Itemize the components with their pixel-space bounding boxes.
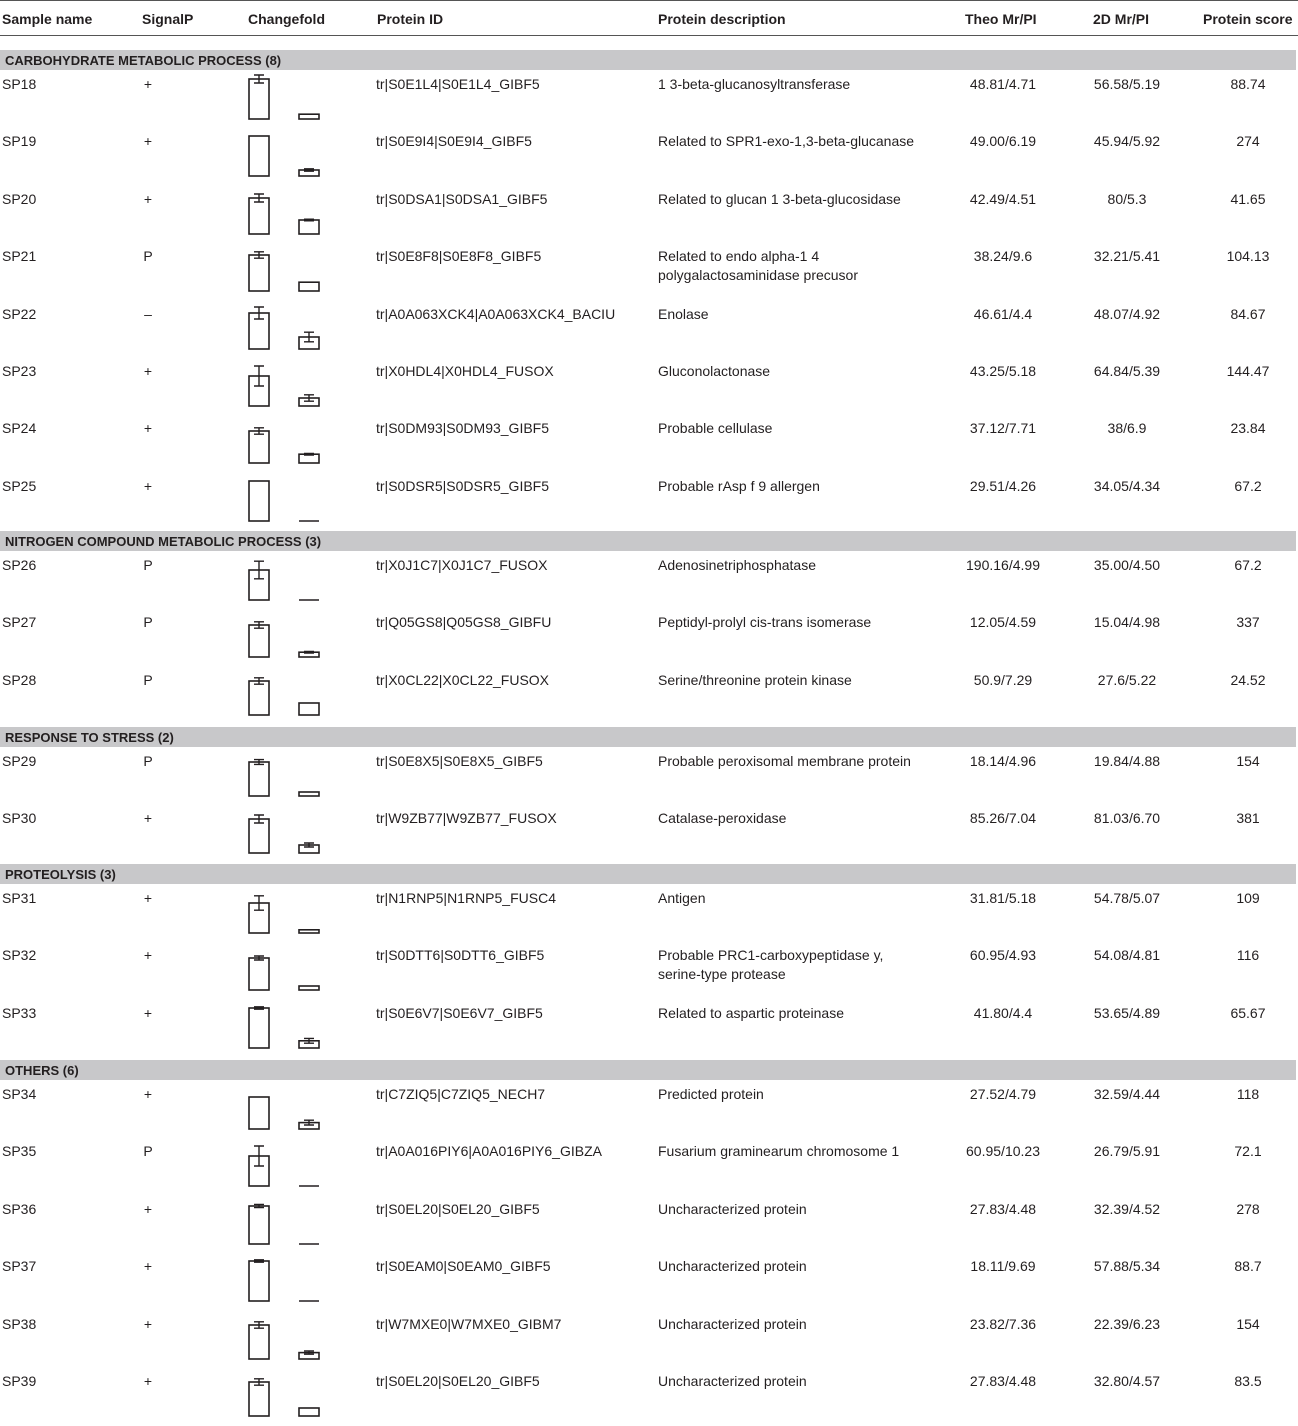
signalp-cell: + bbox=[143, 190, 153, 207]
section-header bbox=[0, 1060, 1296, 1080]
protein-score-cell: 154 bbox=[1236, 753, 1260, 769]
table-row bbox=[0, 1139, 1298, 1196]
changefold-chart bbox=[238, 1082, 348, 1138]
treatment-bar bbox=[299, 986, 319, 990]
col-protein-score: Protein score bbox=[1203, 11, 1293, 27]
twod-mr-pi-cell: 38/6.9 bbox=[1107, 420, 1147, 437]
protein-score-cell: 23.84 bbox=[1230, 420, 1266, 437]
protein-score-cell: 84.67 bbox=[1230, 305, 1266, 322]
protein-description-cell: Antigen bbox=[658, 890, 706, 906]
changefold-chart bbox=[238, 886, 348, 942]
protein-id-cell: tr|S0EL20|S0EL20_GIBF5 bbox=[376, 1200, 540, 1217]
twod-mr-pi-cell: 19.84/4.88 bbox=[1093, 753, 1161, 769]
twod-mr-pi-cell: 32.59/4.44 bbox=[1093, 1086, 1161, 1102]
protein-id-cell: tr|S0E1L4|S0E1L4_GIBF5 bbox=[376, 76, 540, 92]
treatment-bar bbox=[299, 220, 319, 234]
protein-description-cell: Enolase bbox=[658, 305, 709, 322]
protein-score-cell: 144.47 bbox=[1226, 363, 1270, 379]
signalp-cell: + bbox=[143, 477, 153, 494]
control-bar bbox=[249, 681, 269, 715]
table-row bbox=[0, 886, 1298, 943]
protein-description-cell: Probable rAsp f 9 allergen bbox=[658, 477, 820, 494]
col-changefold: Changefold bbox=[248, 11, 325, 27]
twod-mr-pi-cell: 34.05/4.34 bbox=[1093, 477, 1161, 494]
protein-score-cell: 65.67 bbox=[1230, 1004, 1266, 1021]
sample-name-cell: SP34 bbox=[2, 1086, 37, 1102]
theo-mr-pi-cell: 42.49/4.51 bbox=[969, 190, 1037, 207]
theo-mr-pi-cell: 50.9/7.29 bbox=[973, 671, 1033, 688]
protein-description-cell: Uncharacterized protein bbox=[658, 1373, 807, 1389]
protein-description-cell: Fusarium graminearum chromosome 1 bbox=[658, 1143, 900, 1160]
table-row bbox=[0, 1369, 1298, 1426]
table-row bbox=[0, 129, 1298, 186]
theo-mr-pi-cell: 49.00/6.19 bbox=[969, 133, 1037, 150]
signalp-cell: + bbox=[143, 420, 153, 437]
changefold-chart bbox=[238, 1139, 348, 1195]
section-header bbox=[0, 864, 1296, 884]
section-title: PROTEOLYSIS (3) bbox=[5, 867, 116, 882]
protein-description-cell: Related to aspartic proteinase bbox=[658, 1004, 844, 1021]
protein-description-cell: Peptidyl-prolyl cis-trans isomerase bbox=[658, 614, 872, 631]
protein-description-cell: Probable peroxisomal membrane protein bbox=[658, 753, 911, 769]
control-bar bbox=[249, 1325, 269, 1359]
protein-score-cell: 41.65 bbox=[1230, 190, 1266, 207]
signalp-cell: + bbox=[143, 1258, 153, 1275]
protein-id-cell: tr|S0DSR5|S0DSR5_GIBF5 bbox=[376, 477, 550, 494]
protein-description-cell: Related to glucan 1 3-beta-glucosidase bbox=[658, 190, 901, 207]
protein-score-cell: 278 bbox=[1236, 1200, 1260, 1217]
signalp-cell: + bbox=[143, 810, 153, 827]
protein-description-cell: Gluconolactonase bbox=[658, 363, 771, 379]
signalp-cell: P bbox=[143, 753, 153, 769]
theo-mr-pi-cell: 48.81/4.71 bbox=[969, 76, 1037, 92]
theo-mr-pi-cell: 27.83/4.48 bbox=[969, 1373, 1037, 1389]
theo-mr-pi-cell: 60.95/10.23 bbox=[966, 1143, 1040, 1160]
table-row bbox=[0, 806, 1298, 863]
control-bar bbox=[249, 481, 269, 521]
protein-description-cell: Related to SPR1-exo-1,3-beta-glucanase bbox=[658, 133, 915, 150]
sample-name-cell: SP35 bbox=[2, 1143, 37, 1160]
protein-score-cell: 67.2 bbox=[1234, 557, 1262, 573]
protein-score-cell: 88.7 bbox=[1234, 1258, 1262, 1275]
table-row bbox=[0, 1082, 1298, 1139]
changefold-chart bbox=[238, 1254, 348, 1310]
protein-score-cell: 274 bbox=[1236, 133, 1260, 150]
table-row bbox=[0, 553, 1298, 610]
twod-mr-pi-cell: 80/5.3 bbox=[1107, 190, 1147, 207]
table-row bbox=[0, 359, 1298, 416]
theo-mr-pi-cell: 29.51/4.26 bbox=[969, 477, 1037, 494]
changefold-chart bbox=[238, 610, 348, 666]
protein-id-cell: tr|S0DTT6|S0DTT6_GIBF5 bbox=[376, 947, 545, 964]
protein-score-cell: 381 bbox=[1236, 810, 1260, 827]
changefold-chart bbox=[238, 244, 348, 300]
sample-name-cell: SP29 bbox=[2, 753, 37, 769]
twod-mr-pi-cell: 64.84/5.39 bbox=[1093, 363, 1161, 379]
signalp-cell: + bbox=[143, 1200, 153, 1217]
twod-mr-pi-cell: 54.08/4.81 bbox=[1093, 947, 1161, 964]
sample-name-cell: SP33 bbox=[2, 1004, 37, 1021]
control-bar bbox=[249, 958, 269, 990]
protein-score-cell: 337 bbox=[1236, 614, 1260, 631]
changefold-chart bbox=[238, 359, 348, 415]
theo-mr-pi-cell: 37.12/7.71 bbox=[969, 420, 1037, 437]
protein-id-cell: tr|S0EL20|S0EL20_GIBF5 bbox=[376, 1373, 540, 1389]
table-row bbox=[0, 72, 1298, 129]
protein-score-cell: 154 bbox=[1236, 1315, 1260, 1332]
sample-name-cell: SP38 bbox=[2, 1315, 37, 1332]
sample-name-cell: SP39 bbox=[2, 1373, 37, 1389]
signalp-cell: P bbox=[143, 614, 153, 631]
protein-description-cell: Probable cellulase bbox=[658, 420, 773, 437]
protein-score-cell: 72.1 bbox=[1234, 1143, 1262, 1160]
control-bar bbox=[249, 136, 269, 176]
treatment-bar bbox=[299, 792, 319, 796]
control-bar bbox=[249, 79, 269, 119]
changefold-chart bbox=[238, 668, 348, 724]
protein-id-cell: tr|W9ZB77|W9ZB77_FUSOX bbox=[376, 810, 557, 827]
col-sample-name: Sample name bbox=[2, 11, 93, 27]
theo-mr-pi-cell: 85.26/7.04 bbox=[969, 810, 1037, 827]
sample-name-cell: SP31 bbox=[2, 890, 37, 906]
changefold-chart bbox=[238, 749, 348, 805]
control-bar bbox=[249, 1206, 269, 1244]
changefold-chart bbox=[238, 943, 348, 999]
section-header bbox=[0, 727, 1296, 747]
protein-description-cell: Catalase-peroxidase bbox=[658, 810, 787, 827]
table-row bbox=[0, 416, 1298, 473]
sample-name-cell: SP36 bbox=[2, 1200, 37, 1217]
sample-name-cell: SP37 bbox=[2, 1258, 37, 1275]
protein-id-cell: tr|X0HDL4|X0HDL4_FUSOX bbox=[376, 363, 554, 379]
protein-id-cell: tr|X0CL22|X0CL22_FUSOX bbox=[376, 671, 550, 688]
section-title: RESPONSE TO STRESS (2) bbox=[5, 730, 174, 745]
protein-description-cell: Adenosinetriphosphatase bbox=[658, 557, 817, 573]
protein-id-cell: tr|S0DM93|S0DM93_GIBF5 bbox=[376, 420, 550, 437]
sample-name-cell: SP27 bbox=[2, 614, 37, 631]
signalp-cell: + bbox=[143, 76, 153, 92]
changefold-chart bbox=[238, 72, 348, 128]
sample-name-cell: SP23 bbox=[2, 363, 37, 379]
twod-mr-pi-cell: 26.79/5.91 bbox=[1093, 1143, 1161, 1160]
changefold-chart bbox=[238, 302, 348, 358]
protein-description-cell: Related to endo alpha-1 4 polygalactosaminidase precusor bbox=[658, 248, 858, 284]
protein-score-cell: 109 bbox=[1236, 890, 1260, 906]
protein-score-cell: 116 bbox=[1236, 947, 1260, 964]
signalp-cell: + bbox=[143, 1086, 153, 1102]
col-2d-mr-pi: 2D Mr/PI bbox=[1093, 11, 1150, 27]
changefold-chart bbox=[238, 474, 348, 530]
treatment-bar bbox=[299, 282, 319, 291]
section-title: NITROGEN COMPOUND METABOLIC PROCESS (3) bbox=[5, 534, 322, 549]
signalp-cell: + bbox=[143, 890, 153, 906]
changefold-chart bbox=[238, 1312, 348, 1368]
protein-id-cell: tr|Q05GS8|Q05GS8_GIBFU bbox=[376, 614, 552, 631]
changefold-chart bbox=[238, 1001, 348, 1057]
protein-score-cell: 67.2 bbox=[1234, 477, 1262, 494]
treatment-bar bbox=[299, 114, 319, 119]
table-row bbox=[0, 302, 1298, 359]
theo-mr-pi-cell: 27.52/4.79 bbox=[969, 1086, 1037, 1102]
control-bar bbox=[249, 255, 269, 291]
control-bar bbox=[249, 1097, 269, 1129]
table-row bbox=[0, 749, 1298, 806]
col-protein-description: Protein description bbox=[658, 11, 786, 27]
section-header bbox=[0, 50, 1296, 70]
sample-name-cell: SP32 bbox=[2, 947, 37, 964]
section-title: OTHERS (6) bbox=[5, 1063, 79, 1078]
theo-mr-pi-cell: 18.11/9.69 bbox=[970, 1258, 1036, 1275]
protein-id-cell: tr|S0DSA1|S0DSA1_GIBF5 bbox=[376, 190, 548, 207]
table-row bbox=[0, 244, 1298, 301]
twod-mr-pi-cell: 54.78/5.07 bbox=[1093, 890, 1161, 906]
control-bar bbox=[249, 431, 269, 463]
twod-mr-pi-cell: 27.6/5.22 bbox=[1097, 671, 1157, 688]
twod-mr-pi-cell: 53.65/4.89 bbox=[1093, 1004, 1161, 1021]
control-bar bbox=[249, 1008, 269, 1048]
protein-score-cell: 104.13 bbox=[1226, 248, 1270, 265]
sample-name-cell: SP20 bbox=[2, 190, 37, 207]
protein-id-cell: tr|X0J1C7|X0J1C7_FUSOX bbox=[376, 557, 548, 573]
protein-id-cell: tr|A0A016PIY6|A0A016PIY6_GIBZA bbox=[376, 1143, 602, 1160]
col-protein-id: Protein ID bbox=[377, 11, 444, 27]
twod-mr-pi-cell: 56.58/5.19 bbox=[1093, 76, 1161, 92]
control-bar bbox=[249, 1382, 269, 1416]
theo-mr-pi-cell: 43.25/5.18 bbox=[969, 363, 1037, 379]
changefold-chart bbox=[238, 416, 348, 472]
protein-id-cell: tr|N1RNP5|N1RNP5_FUSC4 bbox=[376, 890, 556, 906]
col-signalp: SignalP bbox=[142, 11, 194, 27]
signalp-cell: P bbox=[143, 671, 153, 688]
changefold-chart bbox=[238, 1369, 348, 1425]
theo-mr-pi-cell: 31.81/5.18 bbox=[969, 890, 1037, 906]
protein-score-cell: 118 bbox=[1236, 1086, 1260, 1102]
protein-description-cell: 1 3-beta-glucanosyltransferase bbox=[658, 76, 851, 92]
table-row bbox=[0, 1254, 1298, 1311]
treatment-bar bbox=[299, 703, 319, 715]
sample-name-cell: SP30 bbox=[2, 810, 37, 827]
protein-description-cell: Uncharacterized protein bbox=[658, 1200, 807, 1217]
protein-score-cell: 24.52 bbox=[1230, 671, 1266, 688]
changefold-chart bbox=[238, 129, 348, 185]
table-row bbox=[0, 474, 1298, 531]
theo-mr-pi-cell: 190.16/4.99 bbox=[966, 557, 1040, 573]
protein-score-cell: 88.74 bbox=[1230, 76, 1266, 92]
protein-id-cell: tr|C7ZIQ5|C7ZIQ5_NECH7 bbox=[376, 1086, 546, 1102]
col-theo-mr-pi: Theo Mr/PI bbox=[965, 11, 1037, 27]
changefold-chart bbox=[238, 1197, 348, 1253]
protein-id-cell: tr|A0A063XCK4|A0A063XCK4_BACIU bbox=[376, 305, 616, 322]
signalp-cell: + bbox=[143, 133, 153, 150]
sample-name-cell: SP21 bbox=[2, 248, 37, 265]
protein-id-cell: tr|S0E8X5|S0E8X5_GIBF5 bbox=[376, 753, 543, 769]
protein-description-cell: Predicted protein bbox=[658, 1086, 764, 1102]
twod-mr-pi-cell: 45.94/5.92 bbox=[1093, 133, 1161, 150]
changefold-chart bbox=[238, 187, 348, 243]
protein-id-cell: tr|W7MXE0|W7MXE0_GIBM7 bbox=[376, 1315, 562, 1332]
theo-mr-pi-cell: 27.83/4.48 bbox=[969, 1200, 1037, 1217]
theo-mr-pi-cell: 46.61/4.4 bbox=[973, 305, 1033, 322]
table-row bbox=[0, 610, 1298, 667]
treatment-bar bbox=[299, 1408, 319, 1416]
control-bar bbox=[249, 819, 269, 853]
twod-mr-pi-cell: 35.00/4.50 bbox=[1093, 557, 1161, 573]
protein-id-cell: tr|S0EAM0|S0EAM0_GIBF5 bbox=[376, 1258, 551, 1275]
sample-name-cell: SP26 bbox=[2, 557, 37, 573]
protein-description-cell: Uncharacterized protein bbox=[658, 1258, 807, 1275]
control-bar bbox=[249, 1261, 269, 1301]
control-bar bbox=[249, 625, 269, 657]
control-bar bbox=[249, 762, 269, 796]
twod-mr-pi-cell: 81.03/6.70 bbox=[1093, 810, 1161, 827]
table-row bbox=[0, 1197, 1298, 1254]
signalp-cell: + bbox=[143, 1373, 153, 1389]
table-row bbox=[0, 1001, 1298, 1058]
changefold-chart bbox=[238, 553, 348, 609]
control-bar bbox=[249, 198, 269, 234]
protein-id-cell: tr|S0E8F8|S0E8F8_GIBF5 bbox=[376, 248, 542, 265]
sample-name-cell: SP19 bbox=[2, 133, 37, 150]
twod-mr-pi-cell: 32.80/4.57 bbox=[1093, 1373, 1161, 1389]
theo-mr-pi-cell: 41.80/4.4 bbox=[973, 1004, 1033, 1021]
changefold-chart bbox=[238, 806, 348, 862]
theo-mr-pi-cell: 60.95/4.93 bbox=[969, 947, 1037, 964]
sample-name-cell: SP18 bbox=[2, 76, 37, 92]
signalp-cell: P bbox=[143, 248, 153, 265]
signalp-cell: + bbox=[143, 363, 153, 379]
table-row bbox=[0, 187, 1298, 244]
sample-name-cell: SP28 bbox=[2, 671, 37, 688]
protein-description-cell: Serine/threonine protein kinase bbox=[658, 671, 852, 688]
signalp-cell: P bbox=[143, 557, 153, 573]
twod-mr-pi-cell: 57.88/5.34 bbox=[1093, 1258, 1161, 1275]
twod-mr-pi-cell: 15.04/4.98 bbox=[1093, 614, 1161, 631]
treatment-bar bbox=[299, 930, 319, 933]
twod-mr-pi-cell: 32.21/5.41 bbox=[1093, 248, 1161, 265]
protein-description-cell: Uncharacterized protein bbox=[658, 1315, 807, 1332]
theo-mr-pi-cell: 23.82/7.36 bbox=[969, 1315, 1037, 1332]
table-row bbox=[0, 1312, 1298, 1369]
table-header bbox=[0, 0, 1298, 36]
protein-id-cell: tr|S0E6V7|S0E6V7_GIBF5 bbox=[376, 1004, 543, 1021]
signalp-cell: + bbox=[143, 947, 153, 964]
protein-score-cell: 83.5 bbox=[1234, 1373, 1262, 1389]
table-row bbox=[0, 943, 1298, 1000]
theo-mr-pi-cell: 12.05/4.59 bbox=[969, 614, 1037, 631]
signalp-cell: + bbox=[143, 1004, 153, 1021]
sample-name-cell: SP25 bbox=[2, 477, 37, 494]
signalp-cell: + bbox=[143, 1315, 153, 1332]
twod-mr-pi-cell: 32.39/4.52 bbox=[1093, 1200, 1161, 1217]
protein-description-cell: Probable PRC1-carboxypeptidase y, serine-type protease bbox=[658, 947, 884, 983]
protein-id-cell: tr|S0E9I4|S0E9I4_GIBF5 bbox=[376, 133, 532, 150]
sample-name-cell: SP22 bbox=[2, 305, 37, 322]
table-row bbox=[0, 668, 1298, 725]
signalp-cell: – bbox=[144, 305, 152, 322]
section-header bbox=[0, 531, 1296, 551]
sample-name-cell: SP24 bbox=[2, 420, 37, 437]
theo-mr-pi-cell: 18.14/4.96 bbox=[969, 753, 1037, 769]
section-title: CARBOHYDRATE METABOLIC PROCESS (8) bbox=[5, 53, 282, 68]
twod-mr-pi-cell: 48.07/4.92 bbox=[1093, 305, 1161, 322]
signalp-cell: P bbox=[143, 1143, 153, 1160]
theo-mr-pi-cell: 38.24/9.6 bbox=[973, 248, 1033, 265]
twod-mr-pi-cell: 22.39/6.23 bbox=[1093, 1315, 1161, 1332]
